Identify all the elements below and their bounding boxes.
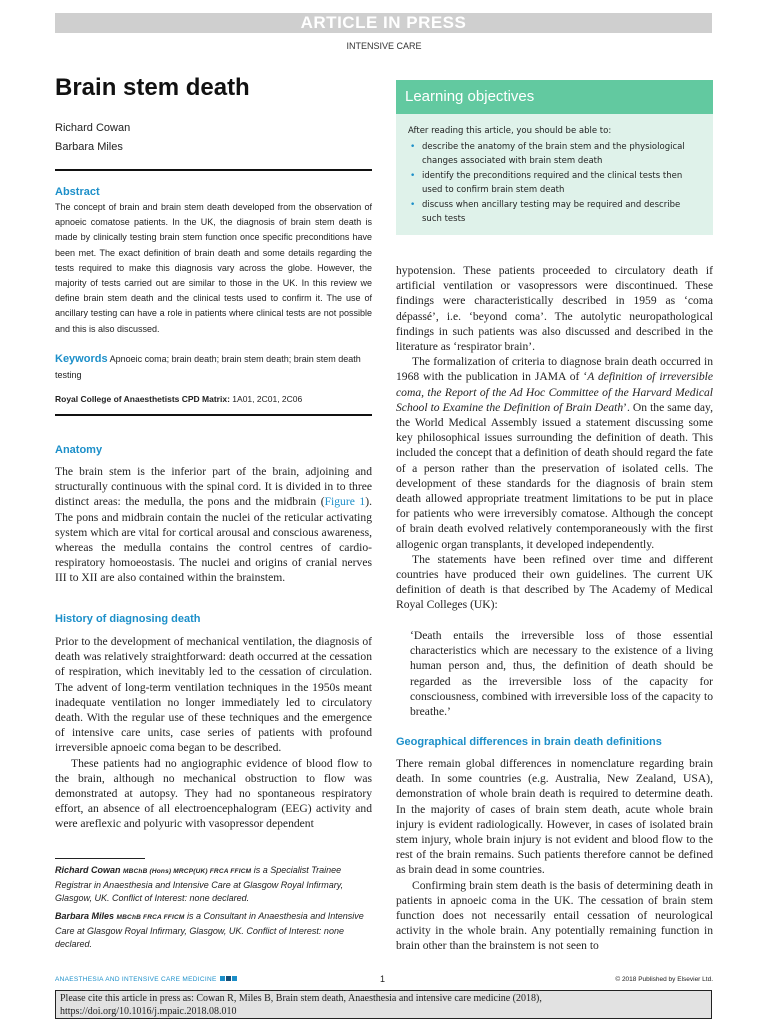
objective-item [408, 169, 699, 198]
section-heading-history: History of diagnosing death [55, 613, 201, 625]
history-paragraphs [55, 634, 372, 832]
citation-box: Please cite this article in press as: Cowan R, Miles B, Brain stem death, Anaesthesia and intensive care medicine (2018), https://doi.org/10.1016/j.mpaic.2018.08.010 [55, 990, 712, 1019]
bullet-icon: • [410, 170, 416, 181]
abstract-text: The concept of brain and brain stem death developed from the observation of apnoeic comatose patients. In the UK, the diagnosis of brain stem death is made by clinically testing brain stem function once specific preconditions have been met. The exact definition of brain death and some details regarding the tests required to make this diagnosis vary across the globe. However, the majority of tests carried out are similar to those in the UK. In this review we define brain stem death and the clinical tests used to confirm it. The use of ancillary testing can have a role in patients where clinical tests are not possible and this is also discussed. [55, 202, 372, 334]
geo-paragraph: Confirming brain stem death is the basis of determining death in patients in apnoeic coma in the UK. The cessation of brain stem function does not necessarily entail cessation of neurological activity in the whole brain. Any potentially remaining function in brain other than the brainstem is not seen to [396, 878, 713, 953]
author-name: Richard Cowan [55, 122, 131, 134]
journal-name [55, 976, 237, 983]
footnote-divider [55, 858, 145, 859]
journal-square-icon [226, 976, 231, 981]
page-number: 1 [380, 974, 386, 984]
bio-text: is a Specialist Trainee Registrar in Anaesthesia and Intensive Care at Glasgow Royal Infirmary, Glasgow, UK. Conflict of Interest: none declared. [55, 865, 344, 903]
learning-objectives-box [396, 114, 713, 235]
history-paragraph: hypotension. These patients proceeded to circulatory death if artificial ventilation or vasopressors were discontinued. These findings were characteristically described in 1959 as ‘coma dépassé’, i.e. ‘beyond coma’. The autolytic neuropathological findings in such patients was also discussed and described in the literature as ‘respirator brain’. [396, 264, 713, 354]
article-in-press-banner: ARTICLE IN PRESS [55, 13, 712, 33]
bullet-icon: • [410, 141, 416, 152]
keywords-list: Apnoeic coma; brain death; brain stem death; brain stem death testing [55, 354, 361, 380]
author-name: Barbara Miles [55, 141, 123, 153]
author-bio [55, 910, 372, 952]
definition-quote: ‘Death entails the irreversible loss of those essential characteristics which are necessary to the existence of a living human person and, thus, the definition of death should be regarded as the irreversible loss of the capacity for consciousness, combined with irreversible loss of the capacity to breathe.’ [410, 629, 713, 719]
bio-name: Barbara Miles [55, 911, 115, 921]
divider [55, 169, 372, 171]
journal-title: ANAESTHESIA AND INTENSIVE CARE MEDICINE [55, 976, 217, 983]
objective-text: discuss when ancillary testing may be required and describe such tests [422, 199, 681, 224]
learning-objectives-heading: Learning objectives [396, 80, 713, 114]
cpd-matrix [55, 394, 302, 404]
journal-square-icon [232, 976, 237, 981]
bullet-icon: • [410, 199, 416, 210]
objective-item [408, 140, 699, 169]
bio-qualifications: MBChB FRCA FFICM [116, 914, 185, 921]
geo-paragraphs [396, 756, 713, 954]
anatomy-text: The brain stem is the inferior part of the brain, adjoining and structurally continuous with the spinal cord. It is divided in to three distinct areas: the medulla, the pons and the midbrain ( [55, 465, 372, 509]
cpd-values: 1A01, 2C01, 2C06 [232, 394, 303, 404]
keywords [55, 351, 372, 383]
report-title: A definition of irreversible coma, the Report of the Ad Hoc Committee of the Harvard Medical School to Examine the Definition of Brain Death [396, 370, 714, 414]
keywords-heading: Keywords [55, 353, 108, 365]
anatomy-paragraph [55, 464, 372, 586]
bio-text: is a Consultant in Anaesthesia and Intensive Care at Glasgow Royal Infirmary, Glasgow, UK. Conflict of Interest: none declared. [55, 911, 364, 949]
geo-paragraph: There remain global differences in nomenclature regarding brain death. In some countries (e.g. Australia, New Zealand, USA), demonstration of whole brain death is required to determine death. In the majority of cases of brain stem death, acute whole brain injury is evident radiologically. However, in cases of isolated brain stem injury, whole brain injury is not evident and blood flow to the rest of the brain remains. Such patients therefore cannot be defined as brain dead in some countries. [396, 757, 713, 877]
figure-1-link[interactable]: Figure 1 [324, 495, 366, 509]
history-paragraph: These patients had no angiographic evidence of blood flow to the brain, although no mechanical obstruction to flow was demonstrated at autopsy. They had no spontaneous respiratory effort, an absence of all electroencephalogram (EEG) activity and were areflexic and polyuric with vasopressor dependent [55, 756, 372, 831]
objective-text: identify the preconditions required and the clinical tests then used to confirm brain stem death [422, 170, 683, 195]
history-text: ’. On the same day, the World Medical Assembly issued a statement discussing some key philosophical issues surrounding the definition of death. This included the concept that a definition of death should regard the fate of a person rather than the preservation of isolated cells. The development of these standards for the diagnosis of brain stem death allowed appropriate treatment limitations to be put in place for patients who were irreversibly comatose. Although the concept of brain death evolved relatively contemporaneously with the first allogenic organ transplants, it developed independently. [396, 400, 713, 551]
bio-qualifications: MBChB (Hons) MRCP(UK) FRCA FFICM [123, 868, 252, 875]
objectives-intro: After reading this article, you should be able to: [408, 126, 612, 136]
abstract-heading: Abstract [55, 186, 100, 198]
history-paragraph [396, 354, 713, 552]
history-continued [396, 263, 713, 613]
section-label: INTENSIVE CARE [346, 41, 422, 51]
cpd-label: Royal College of Anaesthetists CPD Matrix: [55, 394, 230, 404]
divider [55, 414, 372, 416]
objective-text: describe the anatomy of the brain stem and the physiological changes associated with brain stem death [422, 141, 685, 166]
history-text: The formalization of criteria to diagnose brain death occurred in 1968 with the publication in JAMA of ‘ [396, 355, 713, 384]
article-title: Brain stem death [55, 74, 250, 101]
objectives-list [408, 140, 699, 227]
section-heading-geographical: Geographical differences in brain death definitions [396, 736, 662, 748]
author-bio [55, 864, 372, 906]
objective-item [408, 198, 699, 227]
copyright: © 2018 Published by Elsevier Ltd. [615, 976, 713, 983]
journal-square-icon [220, 976, 225, 981]
section-heading-anatomy: Anatomy [55, 444, 103, 456]
history-paragraph: The statements have been refined over time and different countries have produced their own guidelines. The current UK definition of death is that described by The Academy of Medical Royal Colleges (UK): [396, 552, 713, 612]
anatomy-text: ). The pons and midbrain contain the nuclei of the reticular activating system which are vital for cortical arousal and conscious awareness, whereas the medulla contains the control centres of cardio-respiratory homoeostasis. The nuclei and origins of cranial nerves III to XII are also contained within the brainstem. [55, 495, 372, 585]
history-paragraph: Prior to the development of mechanical ventilation, the diagnosis of death was relatively straightforward: death occurred at the cessation of respiration, which inevitably led to the cessation of circulation. The advent of long-term ventilation techniques in the 1950s meant inadequate ventilation no longer immediately led to circulatory death. With the regular use of these techniques and the emergence of intensive care units, case series of patients with profound irreversible apnoeic coma began to be described. [55, 635, 372, 755]
bio-name: Richard Cowan [55, 865, 121, 875]
